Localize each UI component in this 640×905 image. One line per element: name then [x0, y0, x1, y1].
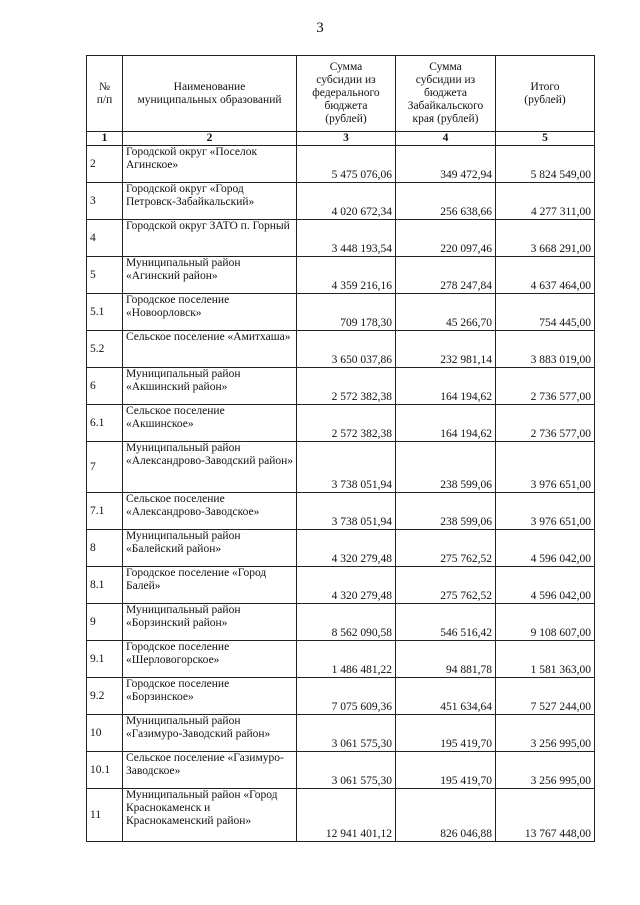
total-amount: 4 637 464,00: [496, 257, 595, 294]
regional-amount: 826 046,88: [396, 789, 496, 842]
federal-amount: 3 738 051,94: [297, 493, 396, 530]
total-amount: 3 256 995,00: [496, 752, 595, 789]
regional-amount: 451 634,64: [396, 678, 496, 715]
federal-amount: 5 475 076,06: [297, 146, 396, 183]
row-number: 9.1: [87, 641, 123, 678]
total-amount: 13 767 448,00: [496, 789, 595, 842]
table-row: [87, 567, 595, 604]
row-number: 4: [87, 220, 123, 257]
municipality-name: Муниципальный район «Газимуро-Заводский район»: [123, 715, 297, 752]
federal-amount: 1 486 481,22: [297, 641, 396, 678]
municipality-name: Муниципальный район «Александрово-Заводский район»: [123, 442, 297, 493]
row-number: 8: [87, 530, 123, 567]
regional-amount: 232 981,14: [396, 331, 496, 368]
table-row: [87, 641, 595, 678]
regional-amount: 256 638,66: [396, 183, 496, 220]
table-row: [87, 146, 595, 183]
table-row: [87, 715, 595, 752]
table-row: [87, 493, 595, 530]
federal-amount: 3 061 575,30: [297, 715, 396, 752]
municipality-name: Муниципальный район «Борзинский район»: [123, 604, 297, 641]
regional-amount: 238 599,06: [396, 493, 496, 530]
regional-amount: 164 194,62: [396, 368, 496, 405]
table-row: [87, 294, 595, 331]
total-amount: 5 824 549,00: [496, 146, 595, 183]
regional-amount: 238 599,06: [396, 442, 496, 493]
municipality-name: Сельское поселение «Газимуро-Заводское»: [123, 752, 297, 789]
header-row: [87, 56, 595, 132]
row-number: 8.1: [87, 567, 123, 604]
federal-amount: 709 178,30: [297, 294, 396, 331]
federal-amount: 12 941 401,12: [297, 789, 396, 842]
federal-amount: 8 562 090,58: [297, 604, 396, 641]
column-index-row: [87, 132, 595, 146]
table-row: [87, 752, 595, 789]
regional-amount: 349 472,94: [396, 146, 496, 183]
row-number: 9.2: [87, 678, 123, 715]
total-amount: 9 108 607,00: [496, 604, 595, 641]
regional-amount: 220 097,46: [396, 220, 496, 257]
total-amount: 754 445,00: [496, 294, 595, 331]
table-body: [87, 146, 595, 842]
column-index: 5: [496, 132, 595, 146]
total-amount: 1 581 363,00: [496, 641, 595, 678]
row-number: 5.2: [87, 331, 123, 368]
total-amount: 7 527 244,00: [496, 678, 595, 715]
row-number: 2: [87, 146, 123, 183]
subsidy-table: [86, 55, 595, 842]
row-number: 10: [87, 715, 123, 752]
regional-amount: 94 881,78: [396, 641, 496, 678]
regional-amount: 546 516,42: [396, 604, 496, 641]
row-number: 10.1: [87, 752, 123, 789]
federal-amount: 4 359 216,16: [297, 257, 396, 294]
table-row: [87, 257, 595, 294]
municipality-name: Муниципальный район «Город Краснокаменск и Краснокаменский район»: [123, 789, 297, 842]
table-row: [87, 220, 595, 257]
regional-amount: 164 194,62: [396, 405, 496, 442]
federal-amount: 4 320 279,48: [297, 530, 396, 567]
municipality-name: Городское поселение «Борзинское»: [123, 678, 297, 715]
total-amount: 4 596 042,00: [496, 567, 595, 604]
federal-amount: 2 572 382,38: [297, 368, 396, 405]
federal-amount: 3 650 037,86: [297, 331, 396, 368]
total-amount: 2 736 577,00: [496, 405, 595, 442]
column-index: 4: [396, 132, 496, 146]
total-amount: 3 976 651,00: [496, 493, 595, 530]
row-number: 5.1: [87, 294, 123, 331]
total-amount: 3 883 019,00: [496, 331, 595, 368]
municipality-name: Городской округ «Город Петровск-Забайкальский»: [123, 183, 297, 220]
row-number: 7: [87, 442, 123, 493]
regional-amount: 45 266,70: [396, 294, 496, 331]
row-number: 6.1: [87, 405, 123, 442]
row-number: 9: [87, 604, 123, 641]
municipality-name: Городское поселение «Новоорловск»: [123, 294, 297, 331]
table-row: [87, 604, 595, 641]
column-index: 1: [87, 132, 123, 146]
regional-amount: 195 419,70: [396, 752, 496, 789]
row-number: 11: [87, 789, 123, 842]
row-number: 6: [87, 368, 123, 405]
header-federal: Сумма субсидии из федерального бюджета (рублей): [297, 56, 396, 132]
total-amount: 4 596 042,00: [496, 530, 595, 567]
regional-amount: 275 762,52: [396, 567, 496, 604]
header-num: № п/п: [87, 56, 123, 132]
total-amount: 3 256 995,00: [496, 715, 595, 752]
table-row: [87, 789, 595, 842]
total-amount: 3 976 651,00: [496, 442, 595, 493]
municipality-name: Сельское поселение «Александрово-Заводское»: [123, 493, 297, 530]
column-index: 3: [297, 132, 396, 146]
municipality-name: Сельское поселение «Акшинское»: [123, 405, 297, 442]
total-amount: 3 668 291,00: [496, 220, 595, 257]
municipality-name: Муниципальный район «Балейский район»: [123, 530, 297, 567]
row-number: 7.1: [87, 493, 123, 530]
federal-amount: 3 061 575,30: [297, 752, 396, 789]
municipality-name: Сельское поселение «Амитхаша»: [123, 331, 297, 368]
regional-amount: 275 762,52: [396, 530, 496, 567]
table-row: [87, 331, 595, 368]
table-row: [87, 442, 595, 493]
federal-amount: 2 572 382,38: [297, 405, 396, 442]
header-total: Итого (рублей): [496, 56, 595, 132]
row-number: 5: [87, 257, 123, 294]
federal-amount: 7 075 609,36: [297, 678, 396, 715]
federal-amount: 3 448 193,54: [297, 220, 396, 257]
municipality-name: Городской округ «Поселок Агинское»: [123, 146, 297, 183]
table-row: [87, 183, 595, 220]
header-name: Наименование муниципальных образований: [123, 56, 297, 132]
municipality-name: Городской округ ЗАТО п. Горный: [123, 220, 297, 257]
page-number: 3: [316, 20, 324, 36]
table-row: [87, 530, 595, 567]
municipality-name: Городское поселение «Шерловогорское»: [123, 641, 297, 678]
header-regional: Сумма субсидии из бюджета Забайкальского края (рублей): [396, 56, 496, 132]
regional-amount: 278 247,84: [396, 257, 496, 294]
row-number: 3: [87, 183, 123, 220]
column-index: 2: [123, 132, 297, 146]
federal-amount: 4 020 672,34: [297, 183, 396, 220]
municipality-name: Городское поселение «Город Балей»: [123, 567, 297, 604]
municipality-name: Муниципальный район «Акшинский район»: [123, 368, 297, 405]
table-row: [87, 405, 595, 442]
total-amount: 4 277 311,00: [496, 183, 595, 220]
table-row: [87, 678, 595, 715]
federal-amount: 3 738 051,94: [297, 442, 396, 493]
table-row: [87, 368, 595, 405]
total-amount: 2 736 577,00: [496, 368, 595, 405]
regional-amount: 195 419,70: [396, 715, 496, 752]
municipality-name: Муниципальный район «Агинский район»: [123, 257, 297, 294]
federal-amount: 4 320 279,48: [297, 567, 396, 604]
